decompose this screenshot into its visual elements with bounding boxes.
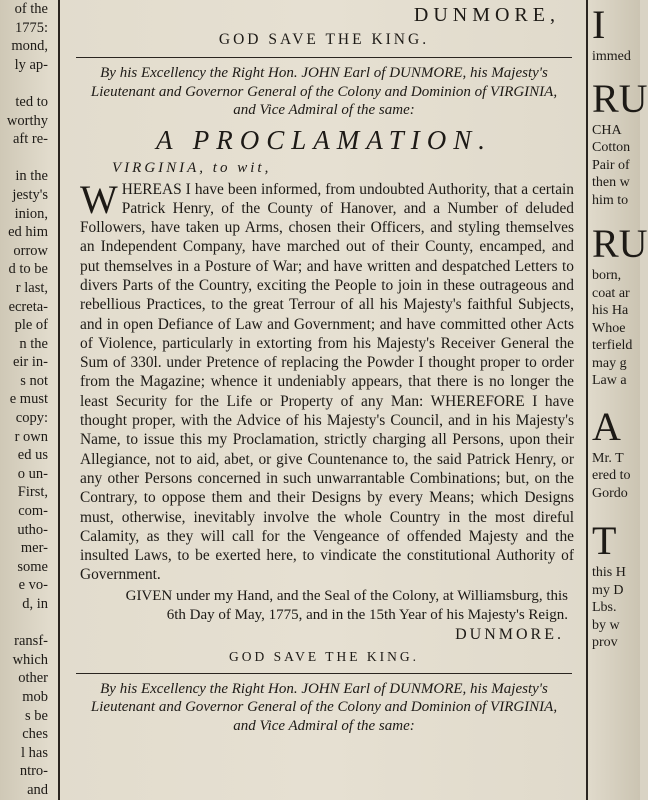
left-column-line: First,: [17, 484, 48, 501]
left-column-line: in the: [15, 168, 48, 185]
left-column-line: worthy: [6, 112, 48, 129]
right-column-gap: [590, 390, 640, 404]
right-column-line: CHA: [592, 122, 622, 138]
right-column-line: Mr. T: [592, 450, 624, 466]
right-column-line: RU: [592, 221, 648, 266]
left-column-line: 1775:: [14, 19, 48, 36]
column-rule-right: [586, 0, 588, 800]
left-column-line: s be: [25, 707, 48, 724]
top-signature: DUNMORE,: [413, 4, 560, 26]
left-column-line: ed him: [8, 224, 48, 241]
left-column-line: ed us: [17, 447, 48, 464]
right-column-line: RU: [592, 75, 648, 121]
right-column-text: [590, 0, 648, 800]
left-column-line: of the: [14, 1, 48, 17]
god-save-the-king-top: GOD SAVE THE KING.: [218, 31, 430, 48]
right-column-line: him to: [592, 192, 629, 208]
left-column-line: r last,: [15, 279, 48, 296]
proclamation-body: [66, 176, 582, 585]
right-column-line: Lbs.: [592, 600, 617, 615]
divider-rule: [76, 57, 572, 58]
god-save-the-king-bottom: GOD SAVE THE KING.: [228, 648, 419, 664]
left-column-line: d, in: [22, 596, 48, 612]
left-column-line: aft re-: [12, 131, 48, 148]
left-column-line: s not: [20, 372, 48, 389]
left-column-line: ple of: [14, 317, 48, 334]
dunmore-signature: DUNMORE.: [455, 625, 564, 643]
right-column-line: Cotton: [592, 140, 631, 155]
left-column-line: utho-: [17, 521, 48, 538]
right-column-line: terfield: [592, 338, 633, 353]
proclamation-column: [66, 0, 582, 800]
left-column-line: ntro-: [19, 763, 48, 780]
left-column-line: e vo-: [18, 577, 48, 594]
right-column-line: ered to: [592, 468, 631, 483]
left-column-line: [0, 149, 56, 168]
right-column-line: Law a: [592, 373, 627, 388]
left-column-line: some: [17, 558, 48, 575]
left-column-line: mond,: [11, 38, 48, 55]
left-column-line: copy:: [15, 410, 48, 427]
right-column-line: T: [592, 518, 617, 563]
right-column-line: A: [592, 403, 621, 449]
left-column-line: e must: [9, 391, 48, 408]
left-column-line: [0, 74, 56, 93]
left-column-text: [0, 0, 56, 800]
left-column-line: which: [12, 651, 48, 668]
proclamation-intro-repeat: By his Excellency the Right Hon. JOHN Earl of DUNMORE, his Majesty's Lieutenant and Governor General of the Colony and Dominion of VIRGINIA, and Vice Admiral of the same:: [90, 680, 558, 734]
left-column-line: and: [27, 781, 48, 798]
left-column-line: mob: [22, 688, 48, 705]
left-column-line: d to be: [8, 261, 48, 278]
right-column-line: by w: [592, 617, 620, 633]
left-column-line: ecreta-: [8, 298, 48, 315]
left-column-line: ted to: [15, 93, 48, 110]
right-column-line: may g: [592, 355, 627, 371]
right-column-line: immed: [592, 49, 631, 64]
given-under-hand: GIVEN under my Hand, and the Seal of the Colony, at Williamsburg, this 6th Day of May, 1775, and in the 15th Year of his Majesty's Reign.: [125, 587, 568, 623]
left-column-line: ches: [22, 726, 48, 743]
left-column-line: com-: [18, 503, 48, 520]
proclamation-heading: A PROCLAMATION.: [155, 124, 492, 155]
left-column-line: jesty's: [12, 186, 48, 203]
right-column-line: this H: [592, 565, 626, 580]
left-column-line: o un-: [17, 465, 48, 482]
right-column-line: my D: [592, 582, 624, 598]
left-column-line: ly ap-: [14, 56, 48, 73]
right-column-line: Whoe: [592, 320, 626, 336]
left-column-line: [0, 614, 56, 633]
column-rule-left: [58, 0, 60, 800]
right-column-gap: [590, 66, 640, 76]
right-column-line: his Ha: [592, 303, 629, 318]
left-column-line: l has: [21, 744, 48, 761]
left-column-line: orrow: [13, 242, 48, 259]
right-column-gap: [590, 209, 640, 221]
right-column-line: I: [592, 2, 606, 47]
left-column-line: other: [18, 670, 48, 687]
proclamation-body-text: HEREAS I have been informed, from undoubted Authority, that a certain Patrick Henry, of the County of Hanover, and a Number of deluded Followers, have taken up Arms, chosen their Officers, and styling themselves an Independent Company, have marched out of their County, encamped, and put themselves in a Posture of War; and have written and despatched Letters to divers Parts of the Country, exciting the People to join in these outrageous and rebellious Practices, to the great Terrour of all his Majesty's faithful Subjects, and in open Defiance of Law and Government; and have committed other Acts of Violence, particularly in extorting from his Majesty's Receiver General the Sum of 330l. under Pretence of replacing the Powder I thought proper to order from the Magazine; whence it undeniably appears, that there is no longer the least Security for the Life or Property of any Man: WHEREFORE I have thought proper, with the Advice of his Majesty's Council, and in his Majesty's Name, to issue this my Proclamation, strictly charging all Persons, upon their Allegiance, not to aid, abet, or give Countenance to, the said Patrick Henry, or any other Persons concerned in such unwarrantable Combinations; but, on the Contrary, to oppose them and their Designs by every Means; which Designs must, otherwise, inevitably involve the whole Country in the most direful Calamity, as they will call for the Vengeance of offended Majesty and the insulted Laws, to be exerted here, to vindicate the constitutional Authority of Government.: [80, 180, 574, 584]
right-column-line: prov: [592, 635, 618, 650]
right-column-gap: [590, 502, 640, 518]
left-column-line: r own: [14, 428, 48, 445]
left-column-line: mer-: [20, 540, 48, 557]
left-column-line: ransf-: [14, 633, 48, 650]
drop-cap: W: [80, 176, 118, 222]
right-column-line: coat ar: [592, 285, 630, 301]
right-column-line: Pair of: [592, 157, 630, 173]
left-column-line: eir in-: [12, 354, 48, 371]
virginia-to-wit: VIRGINIA, to wit,: [112, 159, 272, 176]
right-column-line: born,: [592, 268, 622, 283]
right-column-line: Gordo: [592, 485, 628, 501]
proclamation-intro: By his Excellency the Right Hon. JOHN Earl of DUNMORE, his Majesty's Lieutenant and Governor General of the Colony and Dominion of VIRGINIA, and Vice Admiral of the same:: [90, 65, 558, 118]
divider-rule-bottom: [76, 673, 572, 674]
left-column-line: inion,: [14, 205, 48, 222]
right-column-line: then w: [592, 175, 630, 190]
left-column-line: n the: [19, 335, 48, 352]
